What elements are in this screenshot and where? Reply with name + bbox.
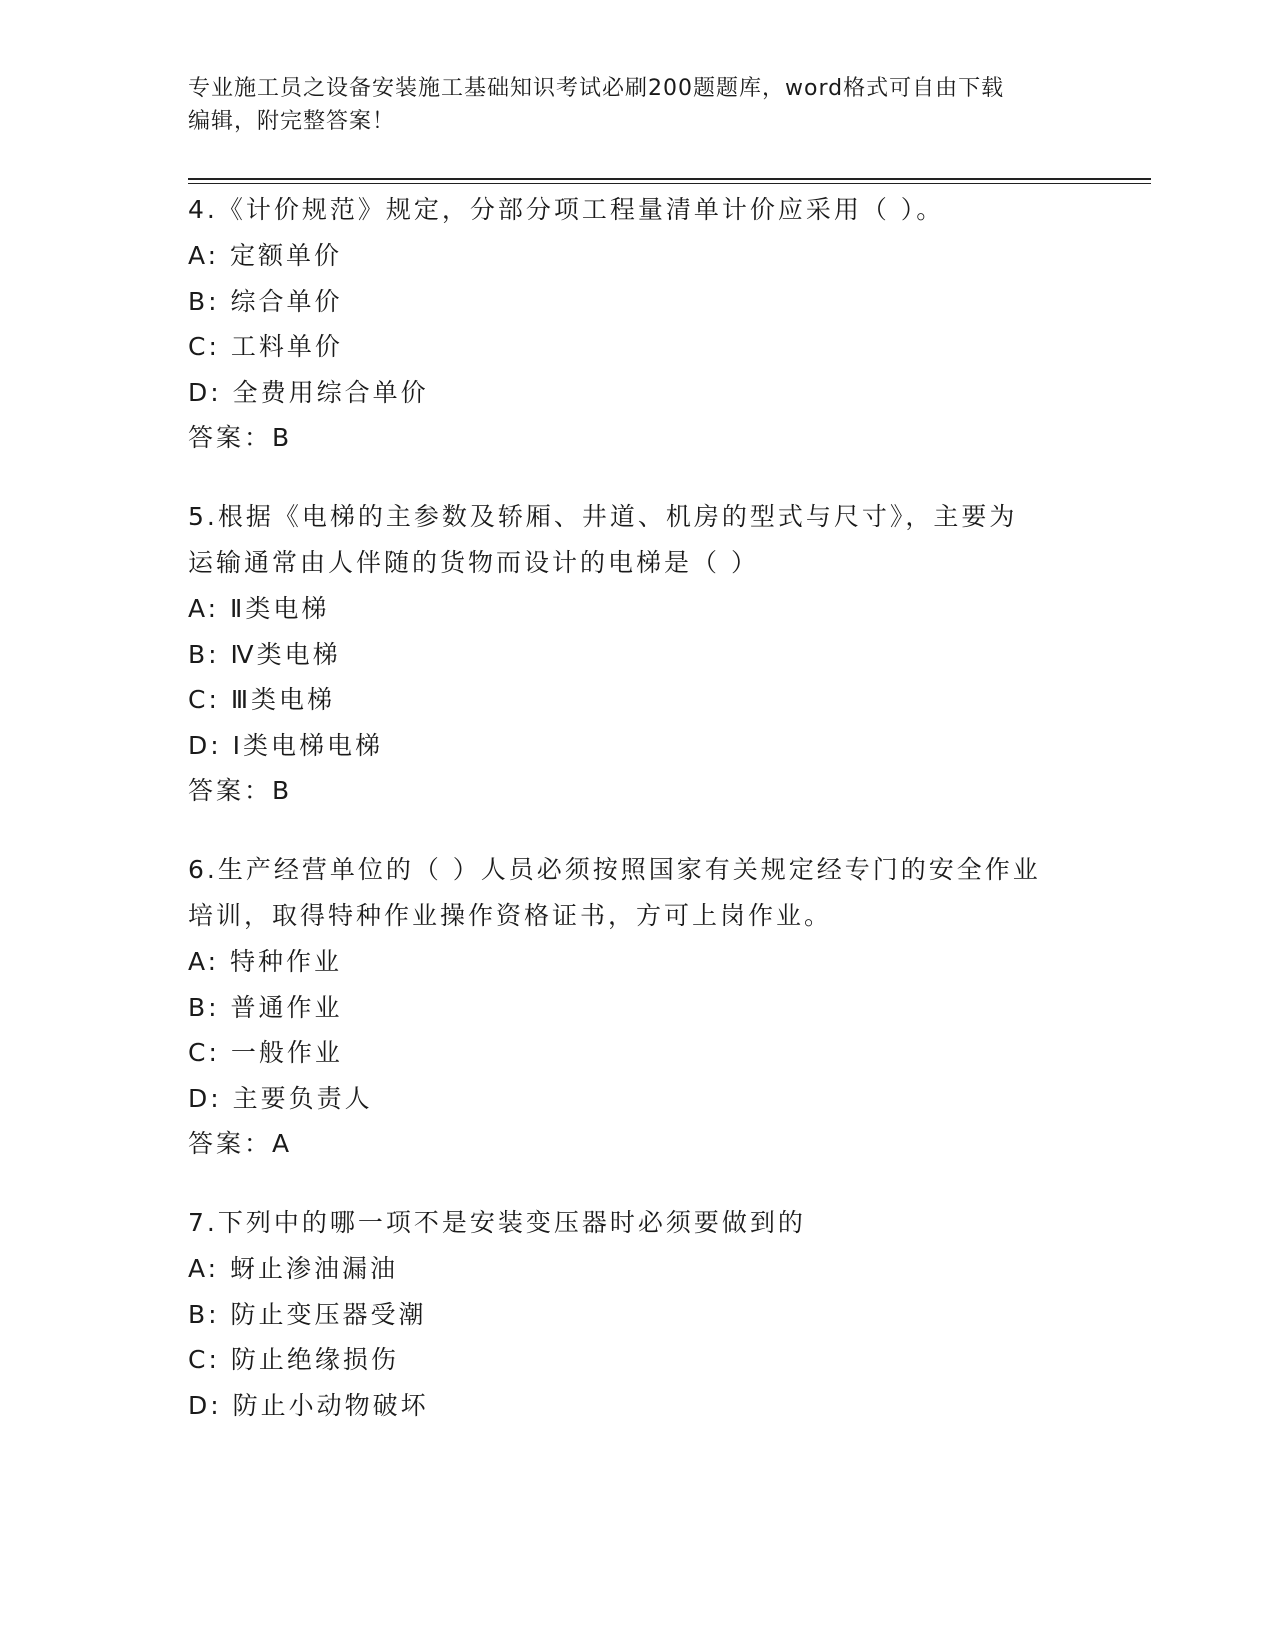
question-text: 培训，取得特种作业操作资格证书，方可上岗作业。 xyxy=(188,901,833,930)
option-b: B: 综合单价 xyxy=(188,286,343,316)
answer: 答案：A xyxy=(188,1129,293,1158)
option-a: A: 蚜止渗油漏油 xyxy=(188,1254,399,1283)
option-a: A: 定额单价 xyxy=(188,241,343,270)
option-a: A: Ⅱ类电梯 xyxy=(188,594,330,623)
question-text: 7.下列中的哪一项不是安装变压器时必须要做到的 xyxy=(188,1208,806,1237)
question-7 xyxy=(188,1200,1088,1428)
option-a: A: 特种作业 xyxy=(188,947,343,976)
answer: 答案：B xyxy=(188,423,293,452)
header-line-1: 专业施工员之设备安装施工基础知识考试必刷200题题库，word格式可自由下载 xyxy=(188,76,1005,101)
option-d: D: 防止小动物破坏 xyxy=(188,1390,429,1420)
question-5 xyxy=(188,494,1088,814)
question-text: 运输通常由人伴随的货物而设计的电梯是（ ） xyxy=(188,548,759,577)
question-4 xyxy=(188,187,1088,461)
option-d: D: 全费用综合单价 xyxy=(188,377,429,407)
question-text: 6.生产经营单位的（ ）人员必须按照国家有关规定经专门的安全作业 xyxy=(188,855,1041,884)
header-line-2: 编辑，附完整答案！ xyxy=(188,109,396,134)
option-d: D: 主要负责人 xyxy=(188,1083,373,1113)
option-b: B: 普通作业 xyxy=(188,992,343,1022)
question-text: 5.根据《电梯的主参数及轿厢、井道、机房的型式与尺寸》，主要为 xyxy=(188,502,1018,531)
question-list xyxy=(188,187,1088,1461)
option-c: C: 一般作业 xyxy=(188,1038,343,1067)
option-b: B: 防止变压器受潮 xyxy=(188,1299,427,1329)
answer: 答案：B xyxy=(188,776,293,805)
option-d: D: Ⅰ类电梯电梯 xyxy=(188,730,383,760)
question-6 xyxy=(188,847,1088,1167)
option-c: C: 防止绝缘损伤 xyxy=(188,1345,399,1374)
header-divider-thin xyxy=(188,183,1151,184)
option-b: B: Ⅳ类电梯 xyxy=(188,639,341,669)
question-text: 4.《计价规范》规定，分部分项工程量清单计价应采用（ ）。 xyxy=(188,195,945,224)
document-header xyxy=(188,72,1068,138)
header-divider-thick xyxy=(188,178,1151,180)
option-c: C: 工料单价 xyxy=(188,332,343,361)
option-c: C: Ⅲ类电梯 xyxy=(188,685,336,714)
